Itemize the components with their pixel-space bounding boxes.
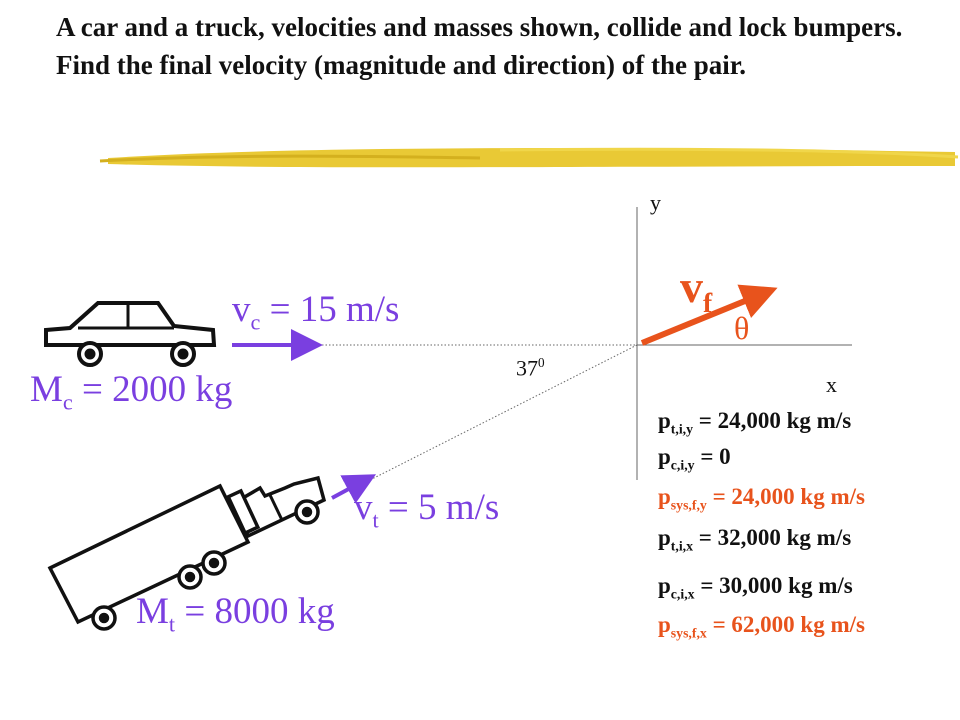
car-icon xyxy=(46,303,214,365)
truck-velocity-label: $v_t = 5$ m/s xyxy=(354,487,500,533)
equation-p-t-i-x: $p_{t,i,x} = 32,000$ kg m/s xyxy=(658,525,852,554)
theta-symbol: θ xyxy=(734,310,750,346)
coordinate-axes xyxy=(322,207,852,480)
x-axis-label: x xyxy=(826,372,837,397)
truck-mass-label: $M_t = 8000$ kg xyxy=(136,591,335,637)
car-mass-label: $M_c = 2000$ kg xyxy=(30,369,233,415)
truck-path-line xyxy=(370,345,637,480)
equation-p-c-i-y: $p_{c,i,y} = 0$ xyxy=(658,444,731,473)
final-velocity-label: $v_f$ xyxy=(680,261,713,319)
highlighter-stroke xyxy=(100,148,958,167)
car-velocity-label: $v_c = 15$ m/s xyxy=(232,289,400,335)
y-axis-label: y xyxy=(650,190,661,215)
problem-statement: A car and a truck, velocities and masses shown, collide and lock bumpers. Find the final velocity (magnitude and direction) of the pair. xyxy=(56,12,903,80)
equation-p-c-i-x: $p_{c,i,x} = 30,000$ kg m/s xyxy=(658,573,853,602)
equation-p-t-i-y: $p_{t,i,y} = 24,000$ kg m/s xyxy=(658,408,852,437)
equation-p-sys-f-y: $p_{sys,f,y} = 24,000$ kg m/s xyxy=(658,484,865,513)
equation-p-sys-f-x: $p_{sys,f,x} = 62,000$ kg m/s xyxy=(658,612,865,641)
angle-label: $37^0$ xyxy=(516,355,545,381)
